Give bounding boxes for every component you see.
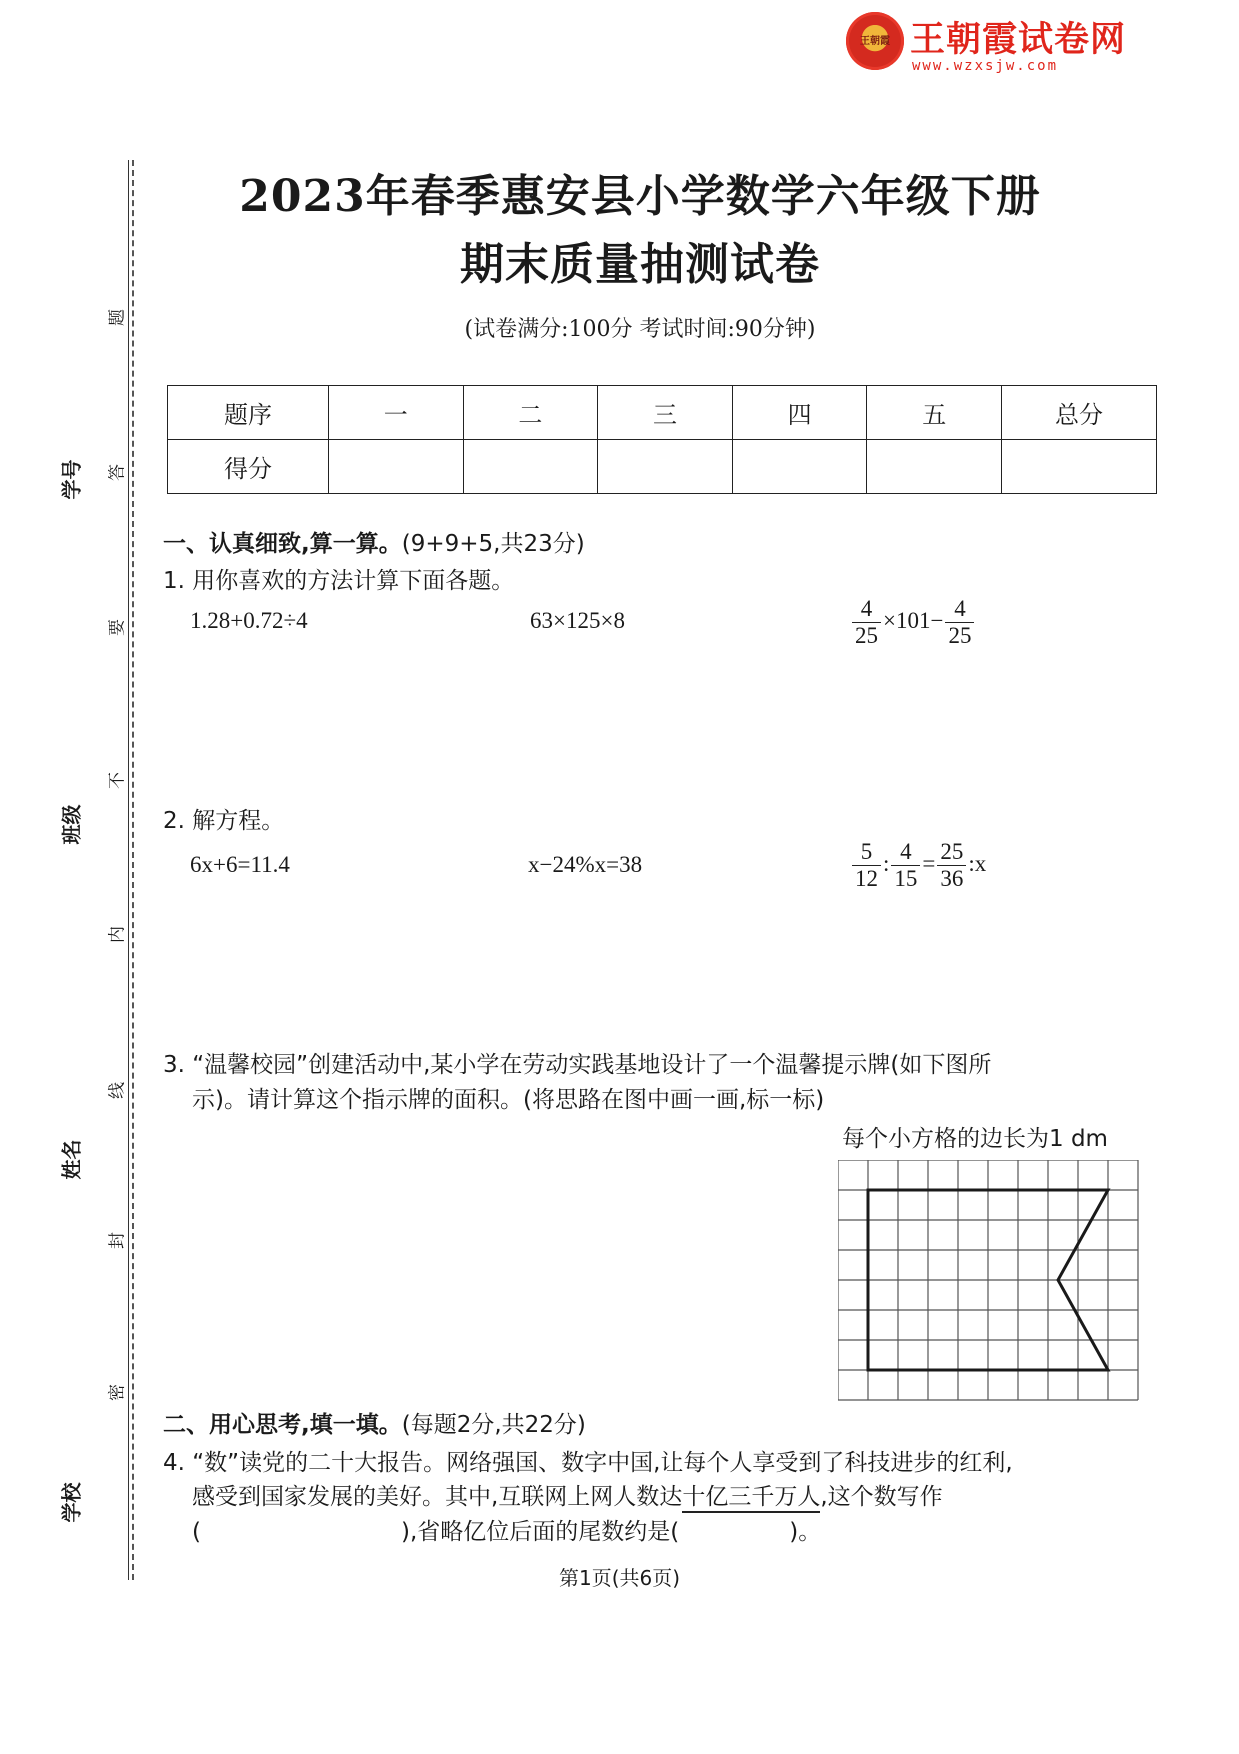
grid-lines [838, 1160, 1138, 1400]
q1-expr-c-mid: ×101− [883, 607, 944, 633]
score-cell[interactable] [329, 440, 464, 494]
q4-paren-close: )。 [789, 1519, 822, 1545]
section2-title: 二、用心思考,填一填。 [163, 1412, 402, 1438]
q4-line2 [192, 1478, 943, 1511]
section1-heading [163, 525, 585, 558]
q4-line3 [192, 1513, 821, 1546]
score-cell[interactable] [1002, 440, 1157, 494]
logo-badge-icon: 王朝霞 [846, 12, 904, 70]
q3-prompt-line2: 示)。请计算这个指示牌的面积。(将思路在图中画一画,标一标) [192, 1087, 825, 1113]
q4-line3-mid: ),省略亿位后面的尾数约是( [400, 1519, 680, 1545]
score-table-score-row [168, 440, 1157, 494]
fraction: $\frac{4}{25}$ [852, 596, 881, 649]
q4-line1: 4. “数”读党的二十大报告。网络强国、数字中国,让每个人享受到了科技进步的红利, [163, 1450, 1013, 1476]
score-row-label: 得分 [168, 440, 329, 494]
section2-heading [163, 1406, 586, 1439]
q4-paren-open: ( [192, 1519, 201, 1545]
fraction: $\frac{4}{15}$ [891, 839, 920, 892]
side-label-school: 学校 [59, 1482, 84, 1523]
score-table [167, 385, 1157, 494]
section1-points: (9+9+5,共23分) [401, 531, 585, 557]
q2-prompt: 2. 解方程。 [163, 808, 285, 834]
page-number: 第1页(共6页) [558, 1566, 681, 1590]
section1-title: 一、认真细致,算一算。 [163, 531, 402, 557]
site-logo [846, 12, 1166, 74]
fraction: $\frac{4}{25}$ [945, 596, 974, 649]
score-cell[interactable] [463, 440, 598, 494]
q2-expr-a: 6x+6=11.4 [190, 852, 290, 877]
q4-line2-pre: 感受到国家发展的美好。其中,互联网上网人数达 [192, 1484, 683, 1510]
score-table-header: 三 [598, 386, 733, 440]
score-cell[interactable] [732, 440, 867, 494]
binding-line-left [132, 160, 134, 1580]
equals-sign: = [922, 850, 936, 876]
score-table-header: 五 [867, 386, 1002, 440]
seal-char: 线 [107, 1082, 128, 1099]
seal-char: 答 [107, 464, 128, 481]
logo-name: 王朝霞试卷网 [910, 20, 1127, 60]
q1-expr-b: 63×125×8 [530, 608, 625, 633]
q1-expr-a: 1.28+0.72÷4 [190, 608, 308, 633]
score-table-header-row [168, 386, 1157, 440]
seal-char: 要 [107, 619, 128, 636]
side-label-name: 姓名 [59, 1139, 84, 1180]
score-table-header: 四 [732, 386, 867, 440]
q1-expr-c [850, 596, 976, 649]
exam-subtitle: (试卷满分:100分 考试时间:90分钟) [464, 317, 816, 342]
q2-expr-b: x−24%x=38 [528, 852, 643, 877]
score-table-header: 题序 [168, 386, 329, 440]
score-cell[interactable] [598, 440, 733, 494]
seal-char: 封 [107, 1232, 128, 1249]
score-table-header: 二 [463, 386, 598, 440]
q4-line2-post: ,这个数写作 [820, 1484, 943, 1510]
q3-prompt-line1: 3. “温馨校园”创建活动中,某小学在劳动实践基地设计了一个温馨提示牌(如下图所 [163, 1052, 992, 1078]
seal-char: 密 [107, 1384, 128, 1401]
logo-url: www.wzxsjw.com [912, 58, 1059, 74]
q2-expr-c [850, 839, 986, 892]
ratio-colon: : [883, 850, 890, 876]
side-label-student-id: 学号 [59, 459, 84, 500]
fraction: $\frac{25}{36}$ [937, 839, 966, 892]
q1-prompt: 1. 用你喜欢的方法计算下面各题。 [163, 568, 515, 594]
score-table-header: 一 [329, 386, 464, 440]
q4-underlined-number: 十亿三千万人 [682, 1484, 820, 1513]
section2-points: (每题2分,共22分) [401, 1412, 586, 1438]
seal-char: 不 [107, 772, 128, 789]
seal-char: 题 [107, 309, 128, 326]
ratio-tail: :x [968, 850, 987, 876]
side-label-class: 班级 [59, 804, 84, 845]
sign-grid-figure [838, 1160, 1142, 1408]
binding-line-solid [128, 160, 129, 1580]
fraction: $\frac{5}{12}$ [852, 839, 881, 892]
exam-title-line2: 期末质量抽测试卷 [460, 239, 820, 290]
exam-title-line1: 2023年春季惠安县小学数学六年级下册 [239, 171, 1041, 222]
grid-caption: 每个小方格的边长为1 dm [842, 1126, 1108, 1152]
seal-char: 内 [107, 926, 128, 943]
score-table-header: 总分 [1002, 386, 1157, 440]
score-cell[interactable] [867, 440, 1002, 494]
